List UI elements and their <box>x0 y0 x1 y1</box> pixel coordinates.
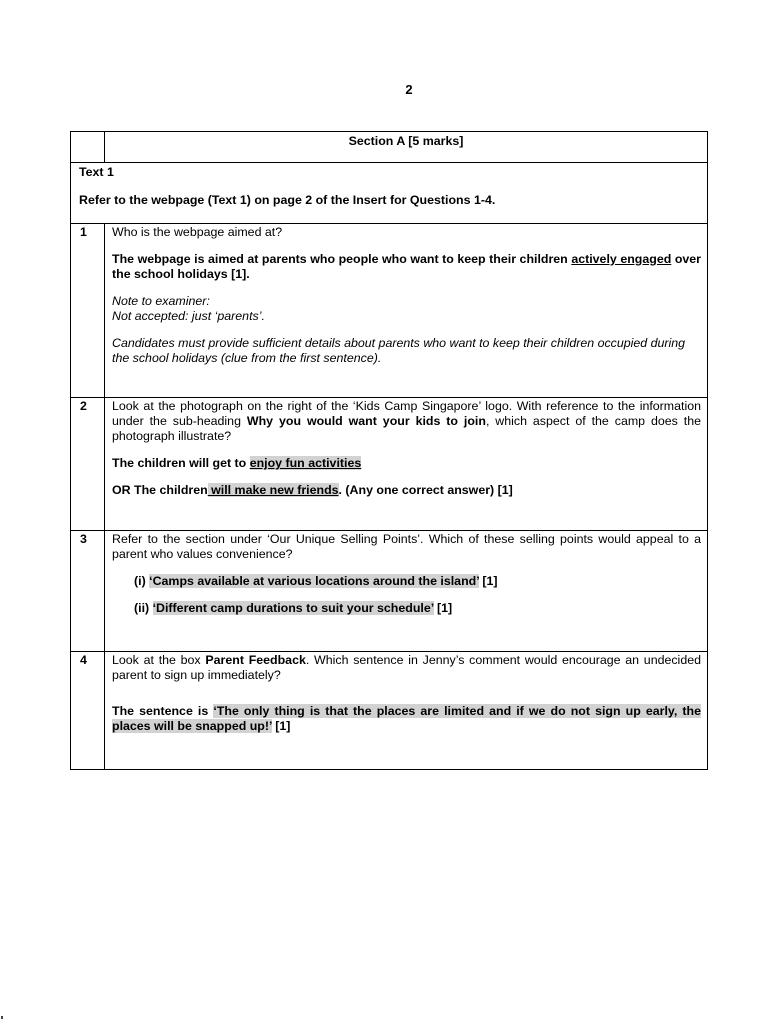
examiner-note-detail: Candidates must provide sufficient details about parents who want to keep their children occupied during the school holidays (clue from the first sentence). <box>112 336 686 365</box>
blank-cell <box>71 132 105 163</box>
text1-row <box>71 163 708 224</box>
examiner-note: Not accepted: just ‘parents’. <box>112 309 265 323</box>
model-answer: The webpage is aimed at parents who people who want to keep their children actively engaged over the school holidays [1]. <box>112 252 702 281</box>
question-text: Who is the webpage aimed at? <box>112 225 283 239</box>
question-text: Look at the box Parent Feedback. Which sentence in Jenny’s comment would encourage an undecided parent to sign up immediately? <box>112 653 701 682</box>
section-title: Section A [5 marks] <box>105 132 708 163</box>
question-number: 1 <box>71 224 105 398</box>
question-text: Look at the photograph on the right of the ‘Kids Camp Singapore’ logo. With reference to the information under the sub-heading Why you would want your kids to join, which aspect of the camp does the photograph illustrate? <box>112 399 701 443</box>
text1-cell <box>71 163 708 224</box>
answer-item-2: (ii) ‘Different camp durations to suit your schedule’ [1] <box>134 601 453 615</box>
question-row-3 <box>71 531 708 652</box>
scan-mark <box>1 1016 3 1019</box>
model-answer: The children will get to enjoy fun activities <box>112 456 362 470</box>
question-content <box>105 531 708 652</box>
question-row-4 <box>71 652 708 770</box>
section-header-row <box>71 132 708 163</box>
question-content <box>105 224 708 398</box>
question-number: 4 <box>71 652 105 770</box>
alternative-answer: OR The children will make new friends. (Any one correct answer) [1] <box>112 483 513 497</box>
question-number: 2 <box>71 398 105 531</box>
question-content <box>105 652 708 770</box>
model-answer: The sentence is ‘The only thing is that the places are limited and if we do not sign up early, the places will be snapped up!’ [1] <box>112 704 701 733</box>
question-row-2 <box>71 398 708 531</box>
answer-item-1: (i) ‘Camps available at various locations around the island’ [1] <box>134 574 498 588</box>
text1-instruction: Refer to the webpage (Text 1) on page 2 of the Insert for Questions 1-4. <box>79 193 496 207</box>
mark-scheme-table <box>70 131 708 770</box>
question-content <box>105 398 708 531</box>
question-row-1 <box>71 224 708 398</box>
examiner-note-heading: Note to examiner: <box>112 294 210 308</box>
text1-heading: Text 1 <box>79 165 114 179</box>
question-number: 3 <box>71 531 105 652</box>
page-number: 2 <box>405 82 413 97</box>
question-text: Refer to the section under ‘Our Unique Selling Points’. Which of these selling points would appeal to a parent who values convenience? <box>112 532 701 561</box>
